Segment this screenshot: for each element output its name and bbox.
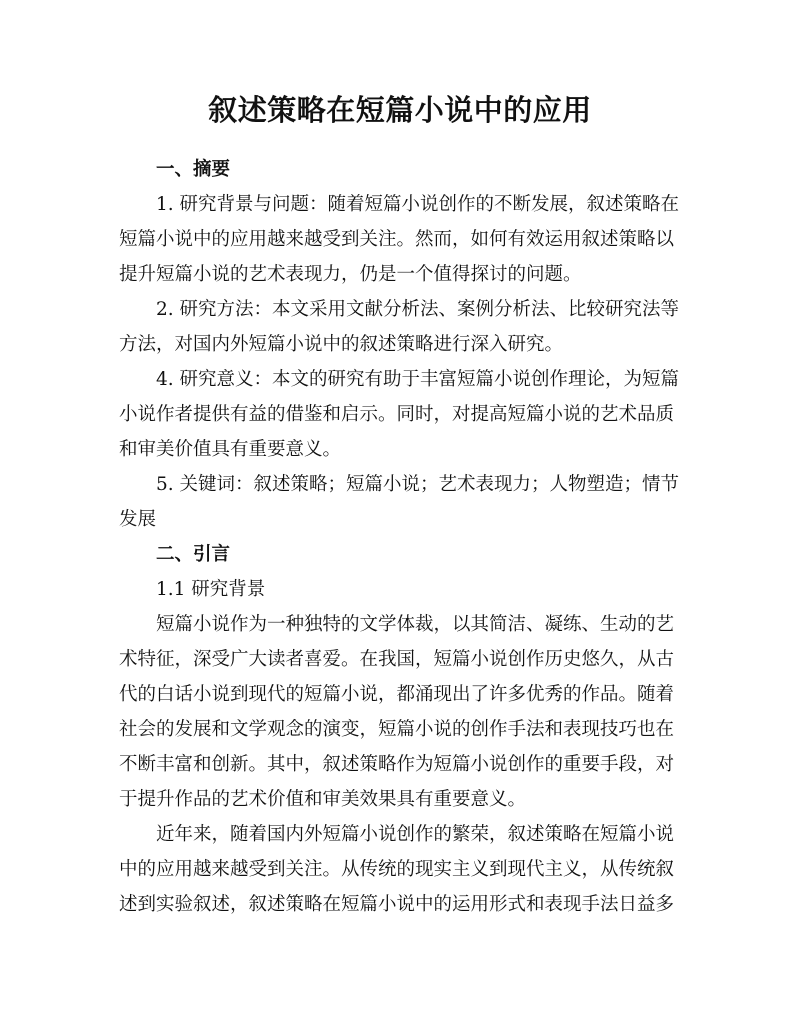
text-line: 近年来，随着国内外短篇小说创作的繁荣，叙述策略在短篇小说 (156, 824, 675, 845)
text-line: 1. 研究背景与问题：随着短篇小说创作的不断发展，叙述策略在 (156, 194, 680, 215)
text-line: 和审美价值具有重要意义。 (119, 439, 342, 460)
text-line: 代的白话小说到现代的短篇小说，都涌现出了许多优秀的作品。随着 (119, 684, 675, 705)
subsection-heading-background: 1.1 研究背景 (156, 579, 266, 600)
text-line: 不断丰富和创新。其中，叙述策略作为短篇小说创作的重要手段，对 (119, 754, 675, 775)
text-line: 提升短篇小说的艺术表现力，仍是一个值得探讨的问题。 (119, 264, 582, 285)
text-line: 述到实验叙述，叙述策略在短篇小说中的运用形式和表现手法日益多 (119, 894, 675, 915)
abstract-item-methods (119, 292, 681, 362)
text-line: 术特征，深受广大读者喜爱。在我国，短篇小说创作历史悠久，从古 (119, 649, 675, 670)
text-line: 方法，对国内外短篇小说中的叙述策略进行深入研究。 (119, 334, 564, 355)
text-line: 短篇小说中的应用越来越受到关注。然而，如何有效运用叙述策略以 (119, 229, 675, 250)
text-line: 中的应用越来越受到关注。从传统的现实主义到现代主义，从传统叙 (119, 859, 675, 880)
abstract-item-significance (119, 362, 681, 467)
text-line: 5. 关键词：叙述策略；短篇小说；艺术表现力；人物塑造；情节 (156, 474, 680, 495)
section-heading-abstract: 一、摘要 (156, 159, 231, 180)
text-line: 短篇小说作为一种独特的文学体裁，以其简洁、凝练、生动的艺 (156, 614, 675, 635)
text-line: 小说作者提供有益的借鉴和启示。同时，对提高短篇小说的艺术品质 (119, 404, 675, 425)
text-line: 4. 研究意义：本文的研究有助于丰富短篇小说创作理论，为短篇 (156, 369, 680, 390)
abstract-item-background (119, 187, 681, 292)
text-line: 发展 (119, 509, 157, 530)
section-heading-introduction: 二、引言 (156, 544, 231, 565)
abstract-item-keywords (119, 467, 681, 537)
text-line: 于提升作品的艺术价值和审美效果具有重要意义。 (119, 789, 527, 810)
document-title: 叙述策略在短篇小说中的应用 (208, 93, 592, 127)
intro-paragraph-1 (119, 607, 681, 817)
intro-paragraph-2 (119, 817, 681, 922)
text-line: 社会的发展和文学观念的演变，短篇小说的创作手法和表现技巧也在 (119, 719, 675, 740)
text-line: 2. 研究方法：本文采用文献分析法、案例分析法、比较研究法等 (156, 299, 680, 320)
